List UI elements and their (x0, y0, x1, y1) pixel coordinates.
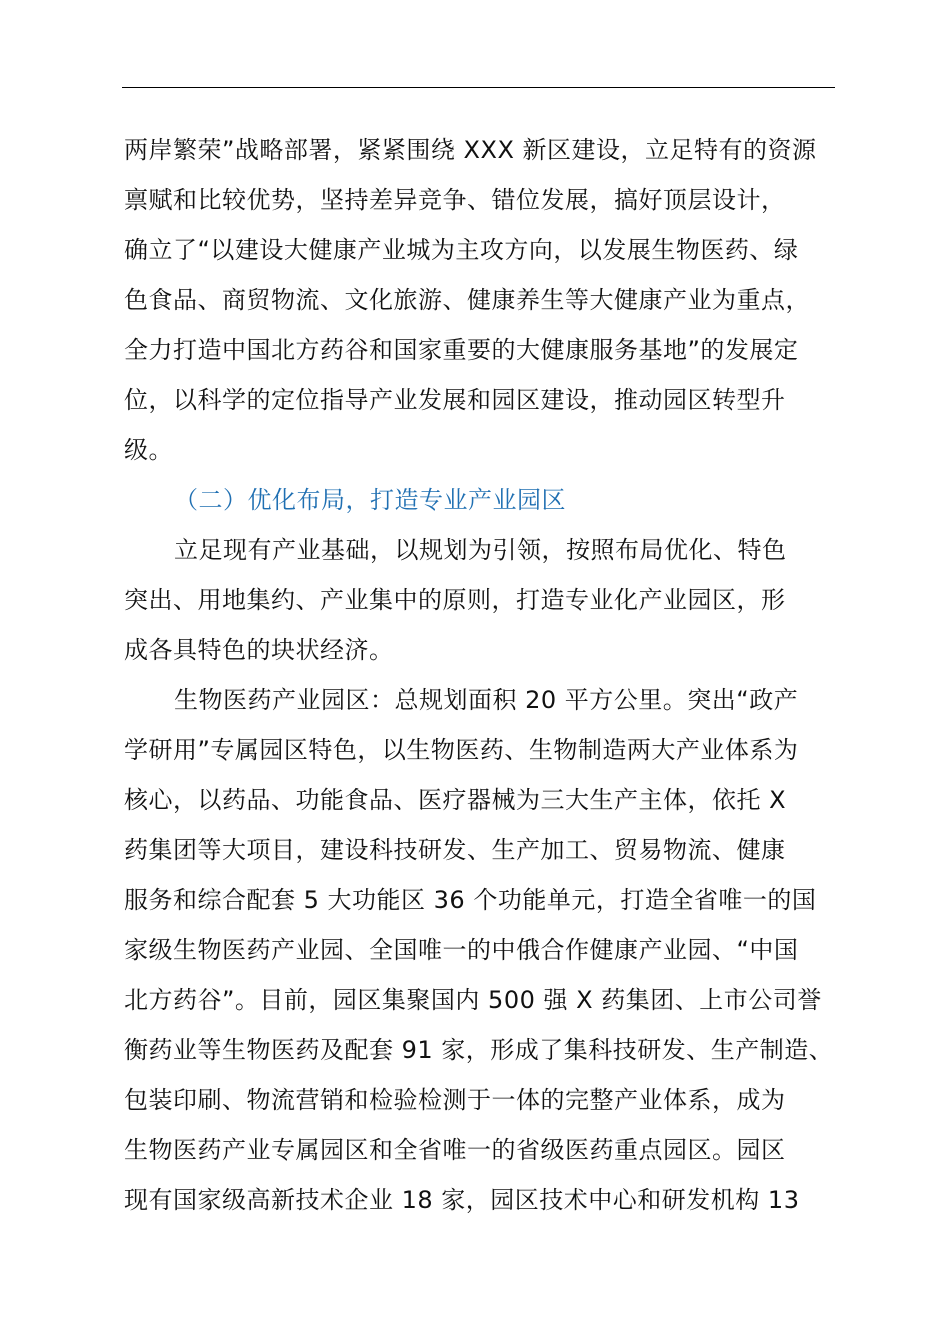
body-line: 级。 (124, 436, 173, 464)
body-line: 突出、用地集约、产业集中的原则，打造专业化产业园区，形 (124, 586, 786, 614)
body-line: 药集团等大项目，建设科技研发、生产加工、贸易物流、健康 (124, 836, 786, 864)
header-rule (122, 87, 835, 88)
body-line: 确立了“以建设大健康产业城为主攻方向，以发展生物医药、绿 (124, 236, 799, 264)
body-line: 禀赋和比较优势，坚持差异竞争、错位发展，搞好顶层设计， (124, 186, 786, 214)
body-line: 两岸繁荣”战略部署，紧紧围绕 XXX 新区建设，立足特有的资源 (124, 136, 817, 164)
paragraph-first-line: 立足现有产业基础，以规划为引领，按照布局优化、特色 (174, 536, 787, 564)
body-line: 成各具特色的块状经济。 (124, 636, 394, 664)
paragraph-first-line: 生物医药产业园区：总规划面积 20 平方公里。突出“政产 (174, 686, 799, 714)
body-line: 衡药业等生物医药及配套 91 家，形成了集科技研发、生产制造、 (124, 1036, 834, 1064)
body-line: 色食品、商贸物流、文化旅游、健康养生等大健康产业为重点， (124, 286, 810, 314)
body-line: 现有国家级高新技术企业 18 家，园区技术中心和研发机构 13 (124, 1186, 800, 1214)
body-line: 全力打造中国北方药谷和国家重要的大健康服务基地”的发展定 (124, 336, 799, 364)
body-line: 核心，以药品、功能食品、医疗器械为三大生产主体，依托 X (124, 786, 787, 814)
body-line: 服务和综合配套 5 大功能区 36 个功能单元，打造全省唯一的国 (124, 886, 817, 914)
body-line: 学研用”专属园区特色，以生物医药、生物制造两大产业体系为 (124, 736, 799, 764)
body-line: 家级生物医药产业园、全国唯一的中俄合作健康产业园、“中国 (124, 936, 799, 964)
body-line: 位，以科学的定位指导产业发展和园区建设，推动园区转型升 (124, 386, 786, 414)
section-heading: （二）优化布局，打造专业产业园区 (174, 486, 566, 514)
body-line: 包装印刷、物流营销和检验检测于一体的完整产业体系，成为 (124, 1086, 786, 1114)
body-line: 北方药谷”。目前，园区集聚国内 500 强 X 药集团、上市公司誉 (124, 986, 822, 1014)
body-line: 生物医药产业专属园区和全省唯一的省级医药重点园区。园区 (124, 1136, 786, 1164)
